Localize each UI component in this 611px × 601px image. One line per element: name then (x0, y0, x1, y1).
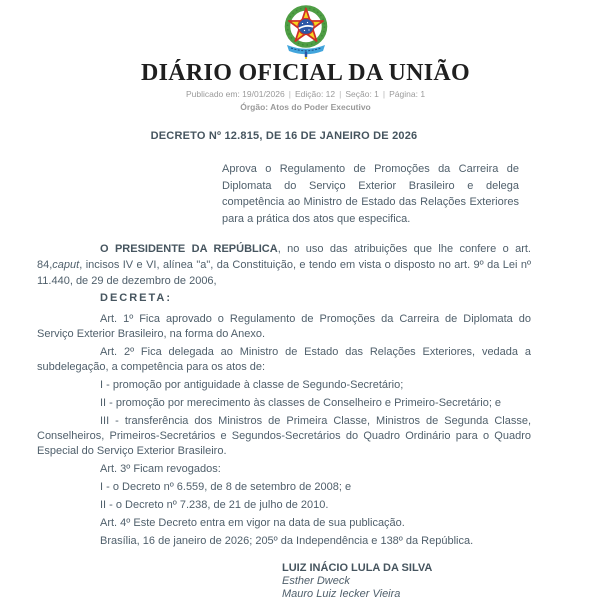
preamble-text-2: , incisos IV e VI, alínea "a", da Constituição, e tendo em vista o disposto no art. 9º da Lei nº 11.440, de 29 de dezembro de 2006, (37, 259, 531, 287)
article-3-item-2: II - o Decreto nº 7.238, de 21 de julho de 2010. (100, 499, 329, 511)
decree-paragraphs (37, 241, 531, 549)
decreta-line: DECRETA: (100, 292, 173, 304)
signature-minister-2: Mauro Luiz Iecker Vieira (282, 588, 401, 600)
meta-separator: | (339, 89, 342, 99)
meta-separator: | (288, 89, 291, 99)
article-2-item-2: II - promoção por merecimento às classes de Conselheiro e Primeiro-Secretário; e (100, 397, 502, 409)
gazette-header (0, 0, 611, 113)
preamble-president: O PRESIDENTE DA REPÚBLICA (100, 243, 278, 255)
preamble-paragraph (37, 241, 531, 289)
organ-line: Órgão: Atos do Poder Executivo (240, 102, 371, 112)
article-3: Art. 3º Ficam revogados: (100, 463, 221, 475)
decree-content (37, 130, 531, 601)
published-date: Publicado em: 19/01/2026 (185, 89, 285, 99)
gazette-title: DIÁRIO OFICIAL DA UNIÃO (141, 60, 470, 86)
article-2-item-1: I - promoção por antiguidade à classe de Segundo-Secretário; (100, 379, 404, 391)
meta-separator: | (382, 89, 386, 99)
brazil-coat-of-arms-icon (275, 3, 337, 59)
publication-meta (0, 89, 611, 100)
article-3-item-1: I - o Decreto nº 6.559, de 8 de setembro de 2008; e (100, 481, 352, 493)
decree-summary: Aprova o Regulamento de Promoções da Carreira de Diplomata do Serviço Exterior Brasileiro e delega competência ao Ministro de Estado das Relações Exteriores para a prática dos atos que especifica. (222, 163, 519, 225)
signature-minister-1: Esther Dweck (282, 575, 350, 587)
article-2-item-3: III - transferência dos Ministros de Primeira Classe, Ministros de Segunda Classe, Conselheiros, Primeiros-Secretários e Segundos-Secretários do Quadro Ordinário para o Quadro Especial do Serviço Exterior Brasileiro. (37, 415, 531, 457)
section-number: Seção: 1 (345, 89, 379, 99)
preamble-caput: caput (52, 259, 80, 271)
page-number: Página: 1 (389, 89, 426, 99)
article-1: Art. 1º Fica aprovado o Regulamento de Promoções da Carreira de Diplomata do Serviço Exterior Brasileiro, na forma do Anexo. (37, 313, 531, 340)
signature-block (282, 562, 531, 601)
decree-heading: DECRETO Nº 12.815, DE 16 DE JANEIRO DE 2026 (150, 130, 418, 142)
signature-president: LUIZ INÁCIO LULA DA SILVA (282, 562, 433, 574)
place-date-line: Brasília, 16 de janeiro de 2026; 205º da Independência e 138º da República. (100, 535, 474, 547)
preamble-text-1: , no uso das atribuições que lhe confere o art. 84, (37, 243, 531, 271)
edition-number: Edição: 12 (294, 89, 336, 99)
article-2: Art. 2º Fica delegada ao Ministro de Estado das Relações Exteriores, vedada a subdelegação, a competência para os atos de: (37, 346, 531, 373)
article-4: Art. 4º Este Decreto entra em vigor na data de sua publicação. (100, 517, 405, 529)
